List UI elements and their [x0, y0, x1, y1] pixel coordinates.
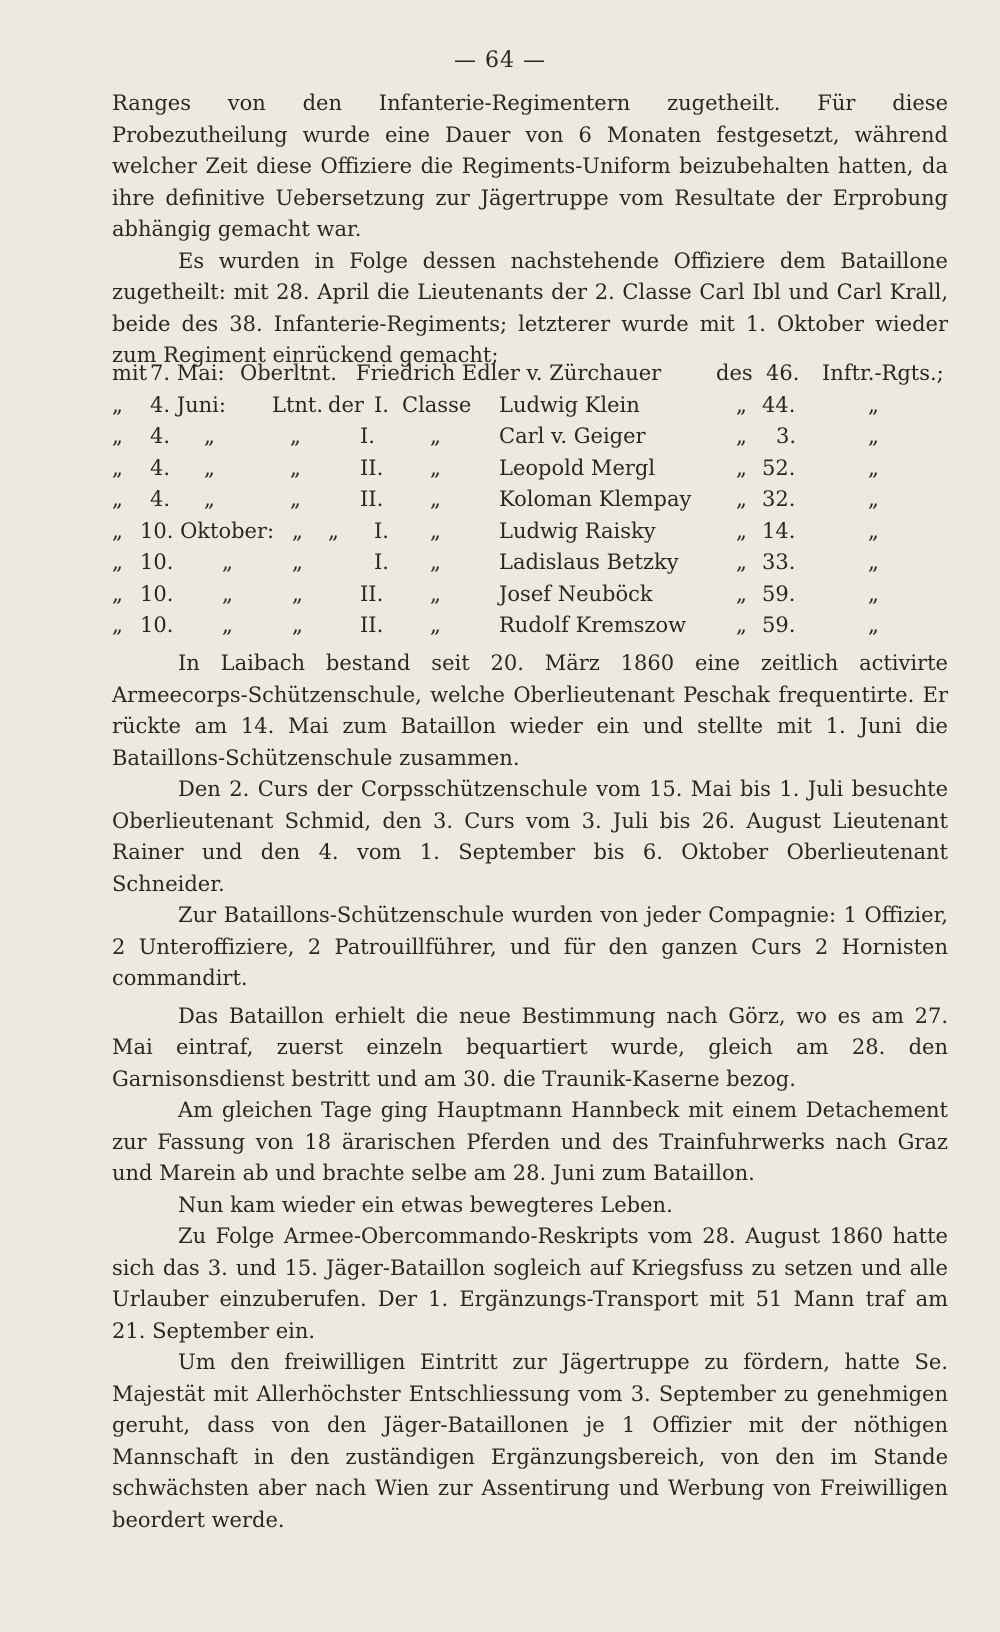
ditto-mark: „ — [292, 581, 303, 606]
ditto-mark: „ — [430, 613, 441, 637]
date-cell: 10. — [140, 613, 174, 637]
classe-cell: I. — [360, 424, 375, 448]
officers-table-header-row — [112, 358, 948, 390]
officers-table — [112, 358, 948, 642]
name-cell: Josef Neuböck — [499, 581, 653, 606]
text-block-lower — [112, 648, 948, 1536]
ditto-mark: „ — [868, 613, 879, 637]
ditto-mark: „ — [430, 455, 441, 480]
date-cell: 10. — [140, 581, 174, 606]
paragraph-10: Um den freiwilligen Eintritt zur Jägertruppe zu fördern, hatte Se. Majestät mit Allerhöchster Entschliessung vom 3. September zu genehmigen geruht, dass von den Jäger-Bataillonen je 1 Offizier mit der nöthigen Mannschaft in den zuständigen Ergänzungsbereich, von den im Stande schwächsten aber nach Wien zur Assentirung und Werbung von Freiwilligen beordert werde. — [112, 1350, 948, 1532]
ditto-mark: „ — [222, 613, 233, 637]
date-cell: 4. — [150, 455, 171, 480]
ditto-mark: „ — [868, 550, 879, 574]
classe-cell: II. — [360, 455, 384, 480]
ditto-mark: „ — [112, 487, 123, 511]
ditto-mark: „ — [736, 581, 747, 606]
ditto-mark: „ — [736, 550, 747, 574]
ditto-mark: „ — [736, 455, 747, 480]
paragraph-3: In Laibach bestand seit 20. März 1860 eine zeitlich activirte Armeecorps-Schützenschule, welche Oberlieutenant Peschak frequentirte. Er rückte am 14. Mai zum Bataillon wieder ein und stellte mit 1. Juni die Bataillons-Schützenschule zusammen. — [112, 651, 948, 770]
name-cell: Ladislaus Betzky — [499, 550, 679, 574]
name-cell: Carl v. Geiger — [499, 424, 646, 448]
ditto-mark: „ — [204, 424, 215, 448]
ditto-mark: „ — [430, 518, 441, 543]
ditto-mark: „ — [204, 455, 215, 480]
ditto-mark: „ — [430, 581, 441, 606]
ditto-mark: „ — [736, 392, 747, 417]
ditto-mark: „ — [868, 392, 879, 417]
regiment-number-cell: 3. — [776, 424, 797, 448]
regiment-number-cell: 33. — [762, 550, 796, 574]
rank-cell: Oberltnt. — [240, 361, 337, 385]
table-row — [112, 484, 948, 516]
der-cell: der — [328, 392, 364, 417]
page-number: — 64 — — [454, 48, 546, 73]
paragraph-9: Zu Folge Armee-Obercommando-Reskripts vom 28. August 1860 hatte sich das 3. und 15. Jäger-Bataillon sogleich auf Kriegsfuss zu setzen und alle Urlauber einzuberufen. Der 1. Ergänzungs-Transport mit 51 Mann traf am 21. September ein. — [112, 1224, 948, 1343]
table-row — [112, 390, 948, 422]
ditto-mark: „ — [112, 613, 123, 637]
ditto-mark: „ — [430, 550, 441, 574]
classe-cell: I. — [374, 518, 389, 543]
ditto-mark: „ — [112, 581, 123, 606]
ditto-mark: „ — [112, 455, 123, 480]
name-cell: Koloman Klempay — [499, 487, 692, 511]
table-row — [112, 421, 948, 453]
ditto-mark: „ — [868, 581, 879, 606]
ditto-mark: „ — [290, 487, 301, 511]
ditto-mark: „ — [222, 550, 233, 574]
regiment-number-cell: 46. — [766, 361, 800, 385]
name-cell: Leopold Mergl — [499, 455, 656, 480]
regiment-number-cell: 59. — [762, 581, 796, 606]
ditto-mark: „ — [292, 518, 303, 543]
ditto-mark: „ — [112, 550, 123, 574]
mit-label: mit — [112, 361, 148, 385]
paragraph-1: Ranges von den Infanterie-Regimentern zugetheilt. Für diese Probezutheilung wurde eine Dauer von 6 Monaten festgesetzt, während welcher Zeit diese Offiziere die Regiments-Uniform beizubehalten hatten, da ihre definitive Uebersetzung zur Jägertruppe vom Resultate der Erprobung abhängig gemacht war. — [112, 91, 948, 241]
date-cell: 10. — [140, 550, 174, 574]
rank-cell: Ltnt. — [272, 392, 324, 417]
paragraph-4: Den 2. Curs der Corpsschützenschule vom 15. Mai bis 1. Juli besuchte Oberlieutenant Schmid, den 3. Curs vom 3. Juli bis 26. August Lieutenant Rainer und den 4. vom 1. September bis 6. Oktober Oberlieutenant Schneider. — [112, 777, 948, 896]
ditto-mark: „ — [292, 613, 303, 637]
ditto-mark: „ — [222, 581, 233, 606]
name-cell: Rudolf Kremszow — [499, 613, 687, 637]
ditto-mark: „ — [112, 392, 123, 417]
ditto-mark: „ — [736, 424, 747, 448]
ditto-mark: „ — [868, 487, 879, 511]
ditto-mark: „ — [112, 424, 123, 448]
date-cell: 7. Mai: — [150, 361, 225, 385]
ditto-mark: „ — [430, 487, 441, 511]
classe-cell: II. — [360, 613, 384, 637]
regiment-number-cell: 14. — [762, 518, 796, 543]
name-cell: Ludwig Klein — [499, 392, 640, 417]
date-cell: 4. Juni: — [150, 392, 226, 417]
ditto-mark: „ — [292, 550, 303, 574]
date-cell: 4. — [150, 487, 171, 511]
regiment-number-cell: 32. — [762, 487, 796, 511]
classe-word-cell: Classe — [402, 392, 472, 417]
ditto-mark: „ — [290, 424, 301, 448]
des-label: des — [716, 361, 753, 385]
paragraph-8: Nun kam wieder ein etwas bewegteres Leben. — [178, 1192, 673, 1217]
ditto-mark: „ — [112, 518, 123, 543]
table-row — [112, 579, 948, 611]
regiment-number-cell: 52. — [762, 455, 796, 480]
ditto-mark: „ — [868, 455, 879, 480]
table-row — [112, 547, 948, 579]
ditto-mark: „ — [736, 518, 747, 543]
table-row — [112, 453, 948, 485]
classe-cell: I. — [374, 392, 389, 417]
ditto-mark: „ — [868, 518, 879, 543]
classe-cell: I. — [374, 550, 389, 574]
table-row — [112, 610, 948, 642]
ditto-mark: „ — [430, 424, 441, 448]
text-block-upper — [112, 88, 948, 372]
ditto-mark: „ — [868, 424, 879, 448]
paragraph-6: Das Bataillon erhielt die neue Bestimmung nach Görz, wo es am 27. Mai eintraf, zuerst einzeln bequartiert wurde, gleich am 28. den Garnisonsdienst bestritt und am 30. die Traunik-Kaserne bezog. — [112, 1003, 948, 1091]
ditto-mark: „ — [290, 455, 301, 480]
date-cell: 10. Oktober: — [140, 518, 275, 543]
name-cell: Ludwig Raisky — [499, 518, 656, 543]
unit-cell: Inftr.-Rgts.; — [822, 361, 944, 385]
ditto-mark: „ — [204, 487, 215, 511]
classe-cell: II. — [360, 581, 384, 606]
ditto-mark: „ — [736, 487, 747, 511]
paragraph-5: Zur Bataillons-Schützenschule wurden von jeder Compagnie: 1 Offizier, 2 Unteroffiziere, 2 Patrouillführer, und für den ganzen Curs 2 Hornisten commandirt. — [112, 903, 948, 990]
ditto-mark: „ — [736, 613, 747, 637]
table-row — [112, 516, 948, 548]
date-cell: 4. — [150, 424, 171, 448]
regiment-number-cell: 59. — [762, 613, 796, 637]
paragraph-7: Am gleichen Tage ging Hauptmann Hannbeck mit einem Detachement zur Fassung von 18 ärarischen Pferden und des Trainfuhrwerks nach Graz und Marein ab und brachte selbe am 28. Juni zum Bataillon. — [112, 1098, 948, 1185]
name-cell: Friedrich Edler v. Zürchauer — [356, 361, 662, 385]
classe-cell: II. — [360, 487, 384, 511]
regiment-number-cell: 44. — [762, 392, 796, 417]
paragraph-2: Es wurden in Folge dessen nachstehende Offiziere dem Bataillone zugetheilt: mit 28. April die Lieutenants der 2. Classe Carl Ibl und Carl Krall, beide des 38. Infanterie-Regiments; letzterer wurde mit 1. Oktober wieder zum Regiment einrückend gemacht; — [112, 248, 948, 367]
ditto-mark: „ — [328, 518, 339, 543]
